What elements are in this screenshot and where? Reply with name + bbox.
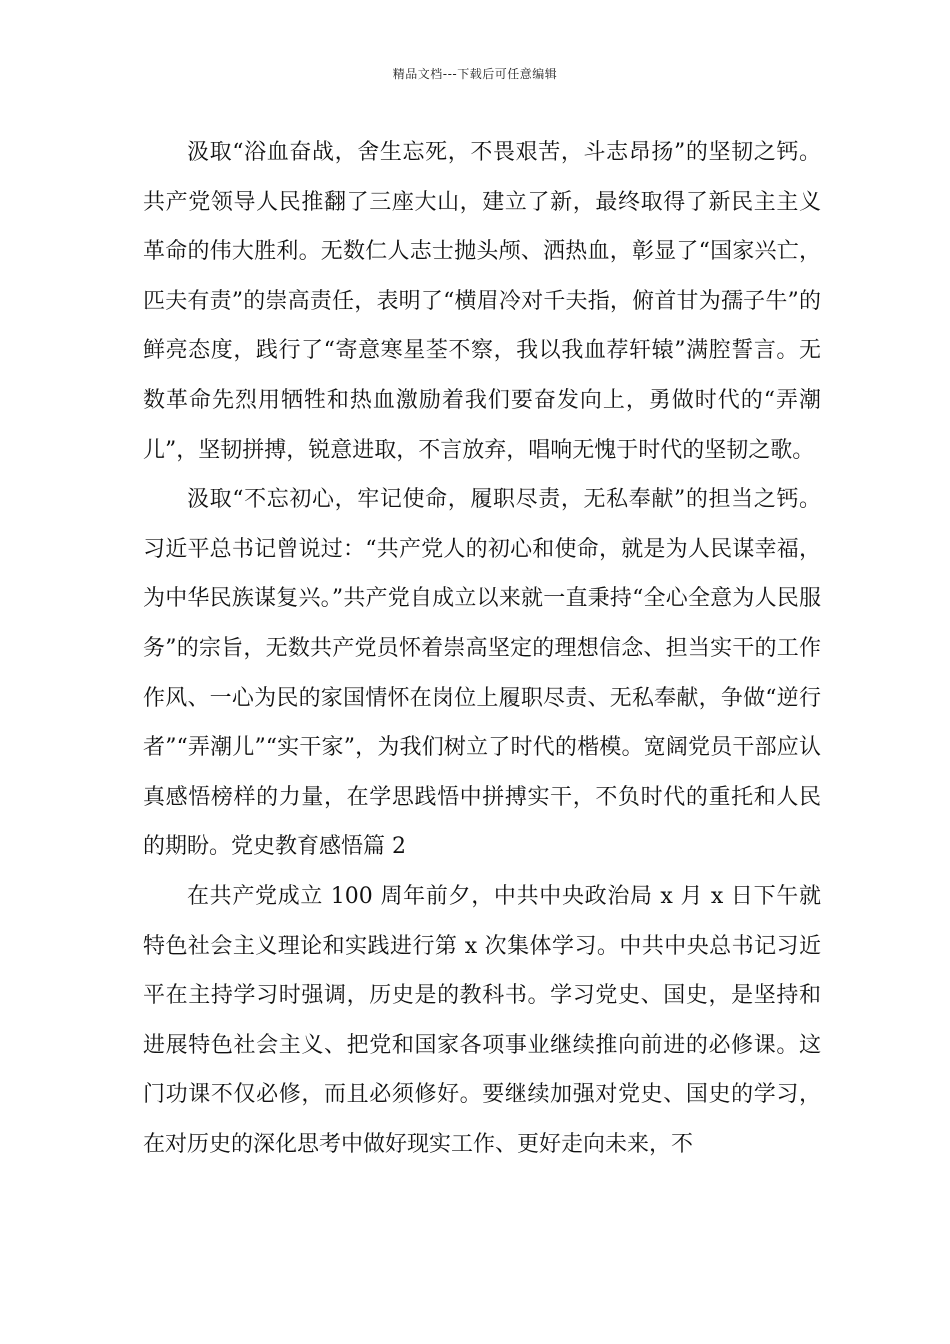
- document-body: [143, 128, 821, 1169]
- paragraph-2: 汲取“不忘初心，牢记使命，履职尽责，无私奉献”的担当之钙。习近平总书记曾说过：“共产党人的初心和使命，就是为人民谋幸福，为中华民族谋复兴。”共产党自成立以来就一直秉持“全心全意为人民服务”的宗旨，无数共产党员怀着崇高坚定的理想信念、担当实干的工作作风、一心为民的家国情怀在岗位上履职尽责、无私奉献，争做“逆行者”“弄潮儿”“实干家”，为我们树立了时代的楷模。宽阔党员干部应认真感悟榜样的力量，在学思践悟中拼搏实干，不负时代的重托和人民的期盼。党史教育感悟篇 2: [143, 487, 821, 860]
- paragraph-3: 在共产党成立 100 周年前夕，中共中央政治局 x 月 x 日下午就特色社会主义理论和实践进行第 x 次集体学习。中共中央总书记习近平在主持学习时强调，历史是的教科书。学习党史、国史，是坚持和进展特色社会主义、把党和国家各项事业继续推向前进的必修课。这门功课不仅必修，而且必须修好。要继续加强对党史、国史的学习，在对历史的深化思考中做好现实工作、更好走向未来，不: [143, 883, 821, 1157]
- page-header: 精品文档---下载后可任意编辑: [392, 67, 558, 81]
- paragraph-1: 汲取“浴血奋战，舍生忘死，不畏艰苦，斗志昂扬”的坚韧之钙。共产党领导人民推翻了三座大山，建立了新，最终取得了新民主主义革命的伟大胜利。无数仁人志士抛头颅、洒热血，彰显了“国家兴亡，匹夫有责”的崇高责任，表明了“横眉冷对千夫指，俯首甘为孺子牛”的鲜亮态度，践行了“寄意寒星荃不察，我以我血荐轩辕”满腔誓言。无数革命先烈用牺牲和热血激励着我们要奋发向上，勇做时代的“弄潮儿”，坚韧拼搏，锐意进取，不言放弃，唱响无愧于时代的坚韧之歌。: [143, 140, 821, 463]
